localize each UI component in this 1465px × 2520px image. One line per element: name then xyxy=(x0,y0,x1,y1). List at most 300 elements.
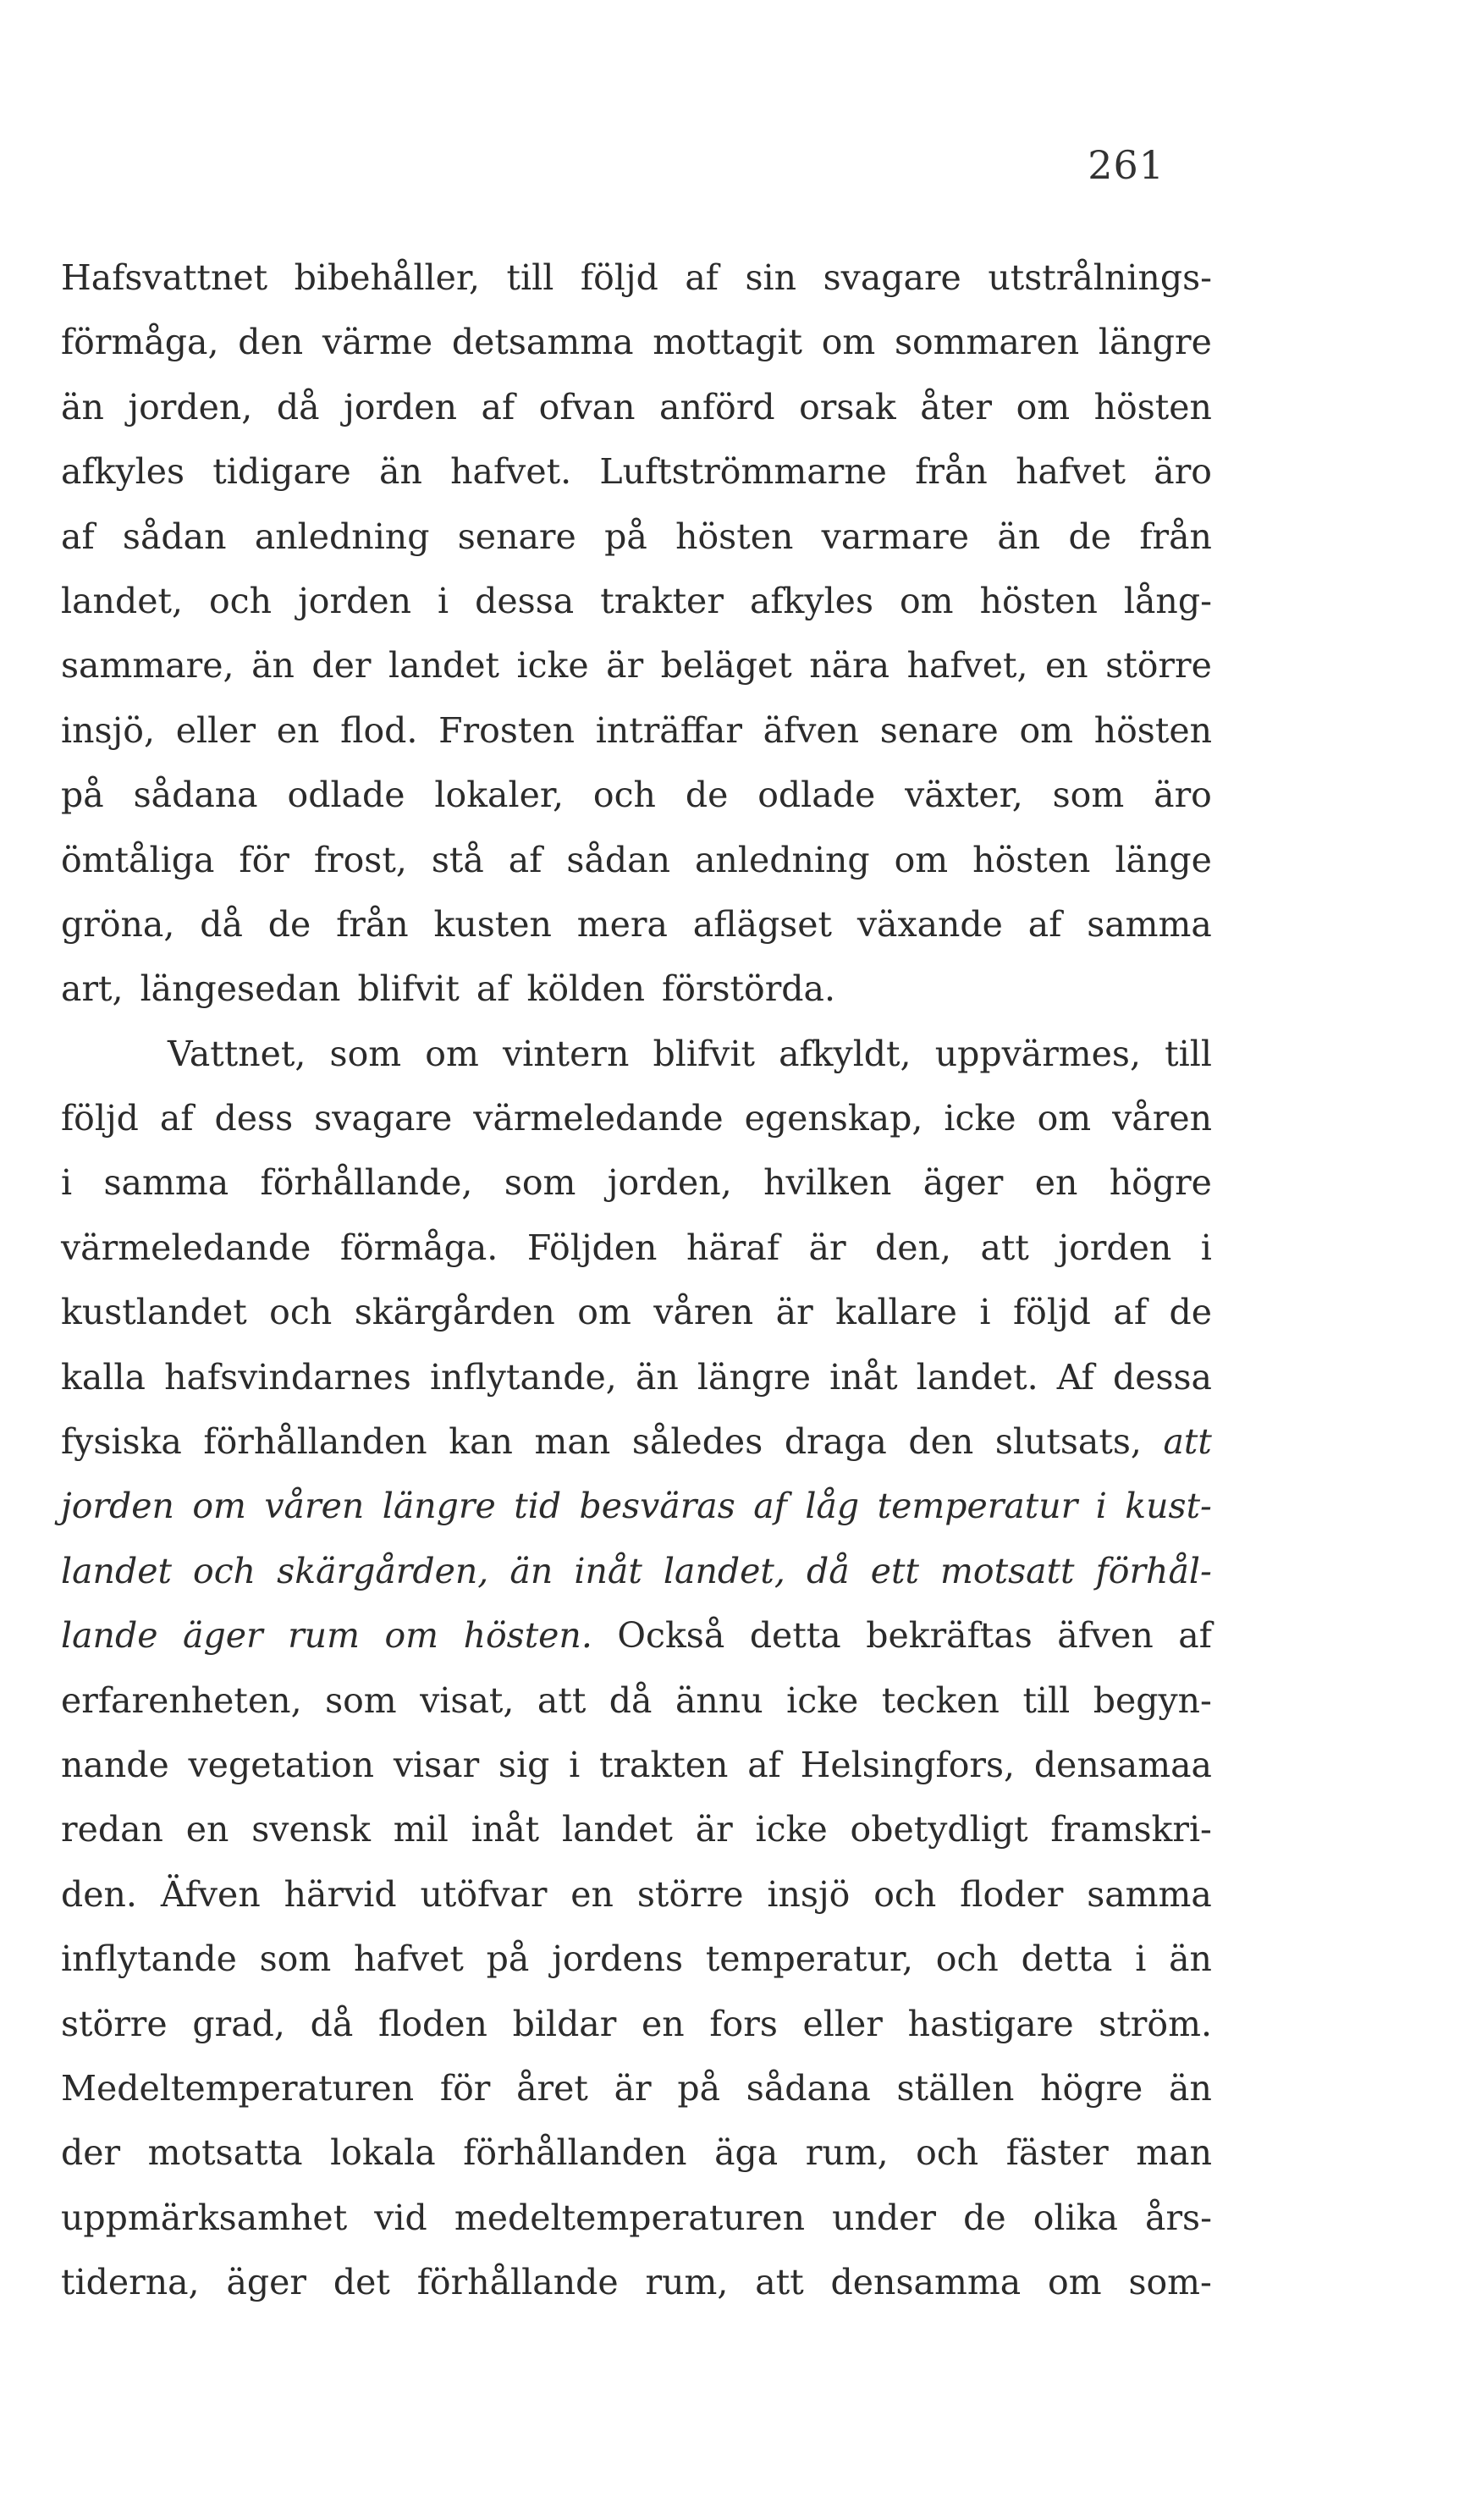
word: kusten xyxy=(433,903,552,945)
word: det xyxy=(333,2262,390,2303)
word: af xyxy=(61,516,95,557)
word: och xyxy=(873,1873,937,1915)
word: art, xyxy=(61,968,124,1010)
word: hvilken xyxy=(763,1162,892,1204)
word: af xyxy=(508,839,542,880)
word: äga xyxy=(714,2132,779,2174)
word: de xyxy=(1068,516,1112,557)
word: Vattnet, xyxy=(168,1033,306,1074)
word: medeltemperaturen xyxy=(454,2197,805,2238)
word: sommaren xyxy=(894,322,1080,363)
word: än xyxy=(635,1356,679,1398)
word: insjö, xyxy=(61,709,155,751)
word: jorden xyxy=(344,386,457,427)
word: om xyxy=(384,1615,439,1657)
word: i xyxy=(979,1292,991,1333)
word: nande xyxy=(61,1744,169,1785)
word: då xyxy=(806,1550,850,1591)
word: mera xyxy=(576,903,668,945)
word: att xyxy=(1163,1421,1212,1463)
word: större xyxy=(636,1873,744,1915)
word: om xyxy=(425,1033,479,1074)
word: än xyxy=(1169,1938,1212,1980)
word: trakter xyxy=(600,580,724,621)
word: anledning xyxy=(254,516,430,557)
word: lokaler, xyxy=(434,775,564,816)
word: och xyxy=(935,1938,999,1980)
word: som- xyxy=(1128,2262,1212,2303)
word: olika xyxy=(1033,2197,1118,2238)
word: landet xyxy=(388,645,499,687)
word: inåt xyxy=(829,1356,898,1398)
word: obetydligt xyxy=(850,1809,1028,1850)
word: om xyxy=(1016,386,1071,427)
word: den. xyxy=(61,1873,137,1915)
word: landet, xyxy=(61,580,183,621)
word: under xyxy=(832,2197,936,2238)
word: värme xyxy=(322,322,433,363)
word: från xyxy=(915,451,988,493)
text-line xyxy=(61,1409,1212,1474)
word: floder xyxy=(960,1873,1064,1915)
text-line xyxy=(61,633,1212,698)
word: af xyxy=(481,386,515,427)
word: högre xyxy=(1109,1162,1212,1204)
word: aflägset xyxy=(692,903,833,945)
word: en xyxy=(570,1873,614,1915)
word: tid xyxy=(514,1486,562,1527)
text-line xyxy=(61,698,1212,763)
word: om xyxy=(192,1486,246,1527)
word: hafvet, xyxy=(906,645,1028,687)
text-line xyxy=(61,892,1212,957)
word: sig xyxy=(498,1744,550,1785)
word: sådan xyxy=(566,839,670,880)
word: rum, xyxy=(645,2262,729,2303)
word: icke xyxy=(516,645,589,687)
word: våren xyxy=(653,1292,754,1333)
word: orsak xyxy=(799,386,896,427)
word: slutsats, xyxy=(994,1421,1142,1463)
text-line xyxy=(61,1733,1212,1797)
word: blifvit xyxy=(653,1033,755,1074)
word: stå xyxy=(431,839,484,880)
page-number: 261 xyxy=(1088,142,1165,188)
word: fors xyxy=(709,2003,778,2044)
word: och xyxy=(209,580,273,621)
word: den xyxy=(238,322,304,363)
word: senare xyxy=(457,516,576,557)
word: odlade xyxy=(287,775,405,816)
word: hafsvindarnes xyxy=(164,1356,411,1398)
word: förmåga. xyxy=(339,1227,498,1268)
word: som xyxy=(504,1162,576,1204)
word: äro xyxy=(1154,451,1212,493)
text-line xyxy=(61,310,1212,374)
word: längre xyxy=(697,1356,811,1398)
word: förhållande xyxy=(416,2262,619,2303)
word: och xyxy=(592,775,656,816)
word: äro xyxy=(1154,775,1212,816)
text-line xyxy=(61,1474,1212,1538)
word: dess xyxy=(214,1098,294,1139)
word: ett xyxy=(870,1550,919,1591)
word: gröna, xyxy=(61,903,175,945)
word: äfven xyxy=(1057,1615,1154,1657)
word: svensk xyxy=(251,1809,371,1850)
word: af xyxy=(476,968,510,1010)
word: afkyles xyxy=(61,451,185,493)
word: följd xyxy=(61,1098,139,1139)
word: och xyxy=(916,2132,979,2174)
word: ömtåliga xyxy=(61,839,215,880)
word: kalla xyxy=(61,1356,146,1398)
word: förhållande, xyxy=(260,1162,473,1204)
word: de xyxy=(963,2197,1006,2238)
word: tidigare xyxy=(212,451,351,493)
text-line xyxy=(61,763,1212,827)
word: eller xyxy=(175,709,256,751)
word: och xyxy=(193,1550,256,1591)
word: jorden, xyxy=(607,1162,732,1204)
word: landet, xyxy=(663,1550,785,1591)
word: för xyxy=(239,839,289,880)
word: egenskap, xyxy=(744,1098,923,1139)
word: dessa xyxy=(475,580,575,621)
word: om xyxy=(894,839,949,880)
text-line xyxy=(61,2186,1212,2250)
text-line xyxy=(61,1280,1212,1344)
word: Af xyxy=(1056,1356,1094,1398)
word: från xyxy=(1139,516,1212,557)
word: inåt xyxy=(471,1809,540,1850)
word: en xyxy=(1034,1162,1078,1204)
word: rum, xyxy=(805,2132,889,2174)
word: längre xyxy=(1098,322,1212,363)
word: afkyldt, xyxy=(779,1033,911,1074)
text-line xyxy=(61,2056,1212,2120)
word: än xyxy=(379,451,422,493)
word: kan xyxy=(449,1421,513,1463)
word: hafvet. xyxy=(450,451,572,493)
word: svagare xyxy=(314,1098,453,1139)
word: mil xyxy=(393,1809,449,1850)
text-line xyxy=(61,2250,1212,2314)
word: på xyxy=(604,516,647,557)
word: sådana xyxy=(746,2067,871,2109)
word: hafvet xyxy=(1016,451,1126,493)
word: densamma xyxy=(830,2262,1022,2303)
text-line xyxy=(61,1022,1212,1086)
word: eller xyxy=(802,2003,883,2044)
word: af xyxy=(685,257,719,298)
word: af xyxy=(1113,1292,1147,1333)
word: redan xyxy=(61,1809,163,1850)
text-line xyxy=(61,1216,1212,1280)
word: svagare xyxy=(823,257,961,298)
word: landet. xyxy=(916,1356,1038,1398)
word: än xyxy=(61,386,104,427)
word: de xyxy=(1169,1292,1212,1333)
word: på xyxy=(486,1938,530,1980)
word: äger xyxy=(183,1615,263,1657)
word: fäster xyxy=(1005,2132,1109,2174)
word: än xyxy=(1169,2067,1212,2109)
word: häraf xyxy=(686,1227,780,1268)
word: anförd xyxy=(659,386,775,427)
text-line xyxy=(61,569,1212,633)
word: utöfvar xyxy=(420,1873,548,1915)
word: är xyxy=(606,645,644,687)
word: är xyxy=(808,1227,846,1268)
word: framskri- xyxy=(1050,1809,1212,1850)
word: detsamma xyxy=(451,322,634,363)
word: om xyxy=(900,580,954,621)
word: skärgården xyxy=(354,1292,555,1333)
word: draga xyxy=(784,1421,887,1463)
word: högre xyxy=(1040,2067,1143,2109)
word: Frosten xyxy=(438,709,576,751)
word: äger xyxy=(923,1162,1004,1204)
word: lande xyxy=(61,1615,158,1657)
word: i xyxy=(61,1162,73,1204)
text-line xyxy=(61,1150,1212,1215)
word: tiderna, xyxy=(61,2262,200,2303)
word: till xyxy=(1022,1679,1071,1721)
word: i xyxy=(1095,1486,1107,1527)
word: åter xyxy=(920,386,993,427)
word: hösten xyxy=(675,516,794,557)
word: som xyxy=(325,1679,397,1721)
word: begyn- xyxy=(1093,1679,1212,1721)
word: af xyxy=(747,1744,781,1785)
word: sin xyxy=(745,257,797,298)
word: ställen xyxy=(896,2067,1015,2109)
word: inflytande xyxy=(61,1938,237,1980)
text-line xyxy=(61,505,1212,569)
word: af xyxy=(1178,1615,1212,1657)
text-line xyxy=(61,245,1212,310)
word: värmeledande xyxy=(61,1227,311,1268)
word: att xyxy=(755,2262,804,2303)
word: för xyxy=(439,2067,491,2109)
word: grad, xyxy=(192,2003,285,2044)
word: låg xyxy=(805,1486,860,1527)
word: Helsingfors, xyxy=(800,1744,1016,1785)
word: frost, xyxy=(313,839,407,880)
word: tecken xyxy=(881,1679,1000,1721)
word: Medeltemperaturen xyxy=(61,2067,415,2109)
word: på xyxy=(61,775,104,816)
word: vid xyxy=(374,2197,427,2238)
word: och xyxy=(269,1292,333,1333)
word: den, xyxy=(875,1227,951,1268)
word: af xyxy=(1027,903,1062,945)
word: landet xyxy=(561,1809,673,1850)
word: samma xyxy=(103,1162,229,1204)
word: förhållanden xyxy=(203,1421,427,1463)
word: anledning xyxy=(694,839,870,880)
word: om xyxy=(577,1292,631,1333)
word: härvid xyxy=(284,1873,397,1915)
word: vintern xyxy=(502,1033,630,1074)
word: större xyxy=(1105,645,1212,687)
word: motsatt xyxy=(940,1550,1075,1591)
word: fysiska xyxy=(61,1421,182,1463)
word: jorden xyxy=(298,580,411,621)
word: inflytande, xyxy=(429,1356,617,1398)
word: i xyxy=(438,580,449,621)
word: förstörda. xyxy=(662,968,836,1010)
word: inåt xyxy=(574,1550,642,1591)
word: samma xyxy=(1087,1873,1212,1915)
word: Äfven xyxy=(160,1873,261,1915)
word: bildar xyxy=(512,2003,617,2044)
word: våren xyxy=(1112,1098,1212,1139)
word: vegetation xyxy=(188,1744,375,1785)
word: äger xyxy=(226,2262,307,2303)
word: om xyxy=(821,322,876,363)
word: detta xyxy=(749,1615,841,1657)
word: länge xyxy=(1115,839,1212,880)
word: hösten. xyxy=(463,1615,592,1657)
word: som xyxy=(1052,775,1125,816)
word: växter, xyxy=(905,775,1023,816)
word: än xyxy=(997,516,1041,557)
word: trakten xyxy=(598,1744,729,1785)
word: mottagit xyxy=(653,322,803,363)
word: en xyxy=(185,1809,229,1850)
word: dessa xyxy=(1112,1356,1212,1398)
word: hösten xyxy=(1093,386,1212,427)
word: Hafsvattnet xyxy=(61,257,268,298)
word: ström. xyxy=(1099,2003,1212,2044)
word: temperatur, xyxy=(705,1938,914,1980)
word: skärgården, xyxy=(277,1550,489,1591)
word: jordens xyxy=(552,1938,684,1980)
word: Följden xyxy=(526,1227,658,1268)
word: att xyxy=(537,1679,587,1721)
word: insjö xyxy=(767,1873,851,1915)
word: en xyxy=(276,709,320,751)
word: då xyxy=(310,2003,354,2044)
word: icke xyxy=(755,1809,828,1850)
text-line xyxy=(61,1345,1212,1409)
word: då xyxy=(276,386,320,427)
word: än xyxy=(509,1550,554,1591)
text-line xyxy=(61,2120,1212,2185)
word: visar xyxy=(393,1744,480,1785)
word: således xyxy=(631,1421,763,1463)
word: sammare, xyxy=(61,645,234,687)
word: som xyxy=(259,1938,332,1980)
word: kust- xyxy=(1125,1486,1212,1527)
text-line xyxy=(61,439,1212,504)
word: om xyxy=(1048,2262,1102,2303)
word: då xyxy=(609,1679,653,1721)
word: följd xyxy=(1012,1292,1091,1333)
text-line xyxy=(61,1668,1212,1733)
text-line xyxy=(61,957,1212,1021)
word: uppmärksamhet xyxy=(61,2197,348,2238)
word: beläget xyxy=(660,645,792,687)
word: i xyxy=(569,1744,581,1785)
word: i xyxy=(1200,1227,1212,1268)
word: der xyxy=(311,645,372,687)
text-line xyxy=(61,1927,1212,1991)
word: inträffar xyxy=(595,709,742,751)
word: Också xyxy=(617,1615,725,1657)
word: hastigare xyxy=(907,2003,1074,2044)
word: hösten xyxy=(1093,709,1212,751)
word: motsatta xyxy=(147,2132,303,2174)
word: att xyxy=(980,1227,1029,1268)
word: om xyxy=(1019,709,1074,751)
text-line xyxy=(61,1992,1212,2056)
word: senare xyxy=(879,709,999,751)
word: då xyxy=(200,903,243,945)
word: flod. xyxy=(340,709,418,751)
word: Luftströmmarne xyxy=(599,451,887,493)
word: de xyxy=(685,775,729,816)
word: bibehåller, xyxy=(294,257,480,298)
word: den xyxy=(908,1421,974,1463)
word: visat, xyxy=(420,1679,515,1721)
text-line xyxy=(61,1603,1212,1668)
text-line xyxy=(61,1539,1212,1603)
word: en xyxy=(1045,645,1088,687)
word: äfven xyxy=(763,709,860,751)
word: rum xyxy=(288,1615,360,1657)
word: nära xyxy=(809,645,890,687)
word: der xyxy=(61,2132,121,2174)
word: kölden xyxy=(526,968,646,1010)
body-text xyxy=(61,245,1212,2315)
word: floden xyxy=(377,2003,487,2044)
word: samma xyxy=(1087,903,1212,945)
word: är xyxy=(775,1292,813,1333)
word: förmåga, xyxy=(61,322,219,363)
word: är xyxy=(695,1809,733,1850)
word: längre xyxy=(382,1486,496,1527)
word: hafvet xyxy=(353,1938,464,1980)
word: densamaa xyxy=(1033,1744,1212,1785)
text-line xyxy=(61,828,1212,892)
word: förhållanden xyxy=(463,2132,687,2174)
word: till xyxy=(1165,1033,1212,1074)
word: temperatur xyxy=(877,1486,1078,1527)
word: lång- xyxy=(1123,580,1212,621)
word: sådana xyxy=(133,775,258,816)
word: icke xyxy=(944,1098,1016,1139)
word: förhål- xyxy=(1095,1550,1212,1591)
text-line xyxy=(61,1797,1212,1861)
text-line xyxy=(61,1862,1212,1927)
word: ännu xyxy=(675,1679,763,1721)
word: värmeledande xyxy=(473,1098,724,1139)
word: års- xyxy=(1145,2197,1212,2238)
word: en xyxy=(642,2003,685,2044)
word: blifvit xyxy=(357,968,460,1010)
word: afkyles xyxy=(749,580,873,621)
word: våren xyxy=(264,1486,365,1527)
word: större xyxy=(61,2003,168,2044)
word: af xyxy=(753,1486,787,1527)
word: jorden, xyxy=(128,386,253,427)
word: lokala xyxy=(330,2132,436,2174)
word: bekräftas xyxy=(866,1615,1033,1657)
word: sådan xyxy=(122,516,227,557)
